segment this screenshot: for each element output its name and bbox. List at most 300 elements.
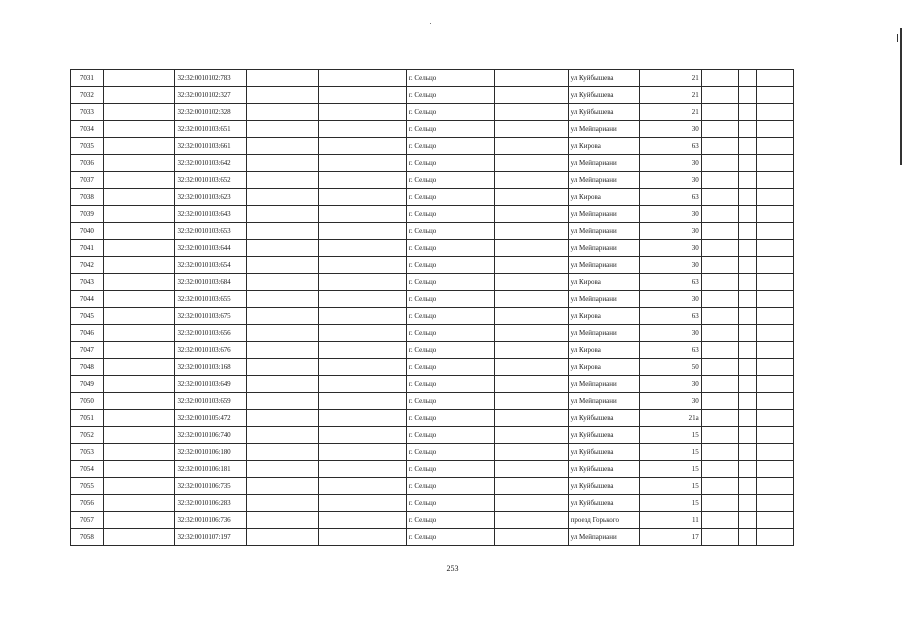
house-number-cell: 30	[640, 155, 701, 172]
empty-cell	[738, 121, 756, 138]
empty-cell	[494, 155, 568, 172]
empty-cell	[247, 444, 319, 461]
row-number-cell: 7050	[71, 393, 104, 410]
cadastral-number-cell: 32:32:0010103:652	[175, 172, 247, 189]
table-row	[71, 512, 794, 529]
row-number-cell: 7041	[71, 240, 104, 257]
empty-cell	[318, 240, 406, 257]
empty-cell	[701, 495, 738, 512]
house-number-cell: 15	[640, 427, 701, 444]
empty-cell	[701, 512, 738, 529]
street-cell: ул Мейпариани	[568, 155, 640, 172]
empty-cell	[318, 87, 406, 104]
empty-cell	[757, 410, 794, 427]
row-number-cell: 7055	[71, 478, 104, 495]
locality-cell: г. Сельцо	[406, 240, 494, 257]
street-cell: ул Куйбышева	[568, 495, 640, 512]
empty-cell	[757, 376, 794, 393]
empty-cell	[738, 189, 756, 206]
empty-cell	[247, 529, 319, 546]
table-row	[71, 104, 794, 121]
locality-cell: г. Сельцо	[406, 478, 494, 495]
empty-cell	[738, 223, 756, 240]
empty-cell	[247, 461, 319, 478]
table-row	[71, 70, 794, 87]
locality-cell: г. Сельцо	[406, 410, 494, 427]
locality-cell: г. Сельцо	[406, 461, 494, 478]
row-number-cell: 7031	[71, 70, 104, 87]
empty-cell	[247, 410, 319, 427]
empty-cell	[494, 104, 568, 121]
empty-cell	[494, 70, 568, 87]
row-number-cell: 7046	[71, 325, 104, 342]
empty-cell	[757, 223, 794, 240]
empty-cell	[318, 376, 406, 393]
empty-cell	[103, 87, 175, 104]
empty-cell	[103, 70, 175, 87]
street-cell: ул Кирова	[568, 274, 640, 291]
house-number-cell: 30	[640, 240, 701, 257]
empty-cell	[318, 512, 406, 529]
empty-cell	[103, 121, 175, 138]
scan-speck	[430, 23, 431, 24]
empty-cell	[701, 274, 738, 291]
empty-cell	[738, 138, 756, 155]
table-row	[71, 274, 794, 291]
cadastral-number-cell: 32:32:0010106:181	[175, 461, 247, 478]
empty-cell	[103, 172, 175, 189]
empty-cell	[247, 70, 319, 87]
house-number-cell: 15	[640, 478, 701, 495]
empty-cell	[757, 308, 794, 325]
table-row	[71, 223, 794, 240]
registry-body	[71, 70, 794, 546]
locality-cell: г. Сельцо	[406, 172, 494, 189]
empty-cell	[103, 291, 175, 308]
locality-cell: г. Сельцо	[406, 342, 494, 359]
empty-cell	[701, 121, 738, 138]
row-number-cell: 7049	[71, 376, 104, 393]
house-number-cell: 17	[640, 529, 701, 546]
locality-cell: г. Сельцо	[406, 393, 494, 410]
empty-cell	[757, 444, 794, 461]
row-number-cell: 7043	[71, 274, 104, 291]
empty-cell	[247, 359, 319, 376]
row-number-cell: 7052	[71, 427, 104, 444]
table-row	[71, 495, 794, 512]
locality-cell: г. Сельцо	[406, 427, 494, 444]
empty-cell	[757, 342, 794, 359]
empty-cell	[701, 240, 738, 257]
house-number-cell: 21	[640, 104, 701, 121]
cadastral-number-cell: 32:32:0010106:180	[175, 444, 247, 461]
empty-cell	[318, 138, 406, 155]
empty-cell	[318, 121, 406, 138]
table-row	[71, 461, 794, 478]
empty-cell	[103, 529, 175, 546]
street-cell: ул Куйбышева	[568, 427, 640, 444]
house-number-cell: 50	[640, 359, 701, 376]
empty-cell	[494, 529, 568, 546]
empty-cell	[318, 410, 406, 427]
empty-cell	[318, 274, 406, 291]
empty-cell	[738, 529, 756, 546]
house-number-cell: 30	[640, 257, 701, 274]
cadastral-number-cell: 32:32:0010103:654	[175, 257, 247, 274]
empty-cell	[701, 70, 738, 87]
street-cell: ул Куйбышева	[568, 104, 640, 121]
empty-cell	[494, 257, 568, 274]
empty-cell	[247, 104, 319, 121]
house-number-cell: 30	[640, 172, 701, 189]
empty-cell	[738, 495, 756, 512]
empty-cell	[247, 478, 319, 495]
house-number-cell: 30	[640, 393, 701, 410]
empty-cell	[247, 308, 319, 325]
empty-cell	[103, 410, 175, 427]
empty-cell	[738, 359, 756, 376]
street-cell: ул Мейпариани	[568, 172, 640, 189]
street-cell: ул Мейпариани	[568, 223, 640, 240]
street-cell: ул Кирова	[568, 342, 640, 359]
empty-cell	[738, 461, 756, 478]
empty-cell	[701, 291, 738, 308]
empty-cell	[103, 274, 175, 291]
table-row	[71, 155, 794, 172]
table-row	[71, 240, 794, 257]
empty-cell	[757, 325, 794, 342]
empty-cell	[738, 155, 756, 172]
locality-cell: г. Сельцо	[406, 70, 494, 87]
empty-cell	[318, 461, 406, 478]
empty-cell	[247, 495, 319, 512]
cadastral-number-cell: 32:32:0010102:783	[175, 70, 247, 87]
cadastral-number-cell: 32:32:0010106:736	[175, 512, 247, 529]
locality-cell: г. Сельцо	[406, 87, 494, 104]
locality-cell: г. Сельцо	[406, 495, 494, 512]
street-cell: ул Мейпариани	[568, 240, 640, 257]
empty-cell	[757, 495, 794, 512]
house-number-cell: 21	[640, 70, 701, 87]
empty-cell	[247, 291, 319, 308]
empty-cell	[103, 240, 175, 257]
empty-cell	[494, 461, 568, 478]
empty-cell	[701, 206, 738, 223]
locality-cell: г. Сельцо	[406, 189, 494, 206]
empty-cell	[247, 189, 319, 206]
empty-cell	[738, 410, 756, 427]
house-number-cell: 15	[640, 461, 701, 478]
empty-cell	[701, 478, 738, 495]
table-row	[71, 206, 794, 223]
empty-cell	[247, 87, 319, 104]
empty-cell	[103, 495, 175, 512]
empty-cell	[494, 240, 568, 257]
empty-cell	[247, 138, 319, 155]
empty-cell	[738, 240, 756, 257]
locality-cell: г. Сельцо	[406, 325, 494, 342]
street-cell: ул Кирова	[568, 138, 640, 155]
house-number-cell: 21а	[640, 410, 701, 427]
empty-cell	[701, 444, 738, 461]
empty-cell	[701, 342, 738, 359]
empty-cell	[103, 342, 175, 359]
empty-cell	[247, 512, 319, 529]
empty-cell	[103, 376, 175, 393]
empty-cell	[318, 529, 406, 546]
empty-cell	[701, 376, 738, 393]
empty-cell	[757, 87, 794, 104]
empty-cell	[103, 138, 175, 155]
cadastral-number-cell: 32:32:0010103:643	[175, 206, 247, 223]
cadastral-number-cell: 32:32:0010106:735	[175, 478, 247, 495]
empty-cell	[494, 121, 568, 138]
empty-cell	[494, 393, 568, 410]
house-number-cell: 11	[640, 512, 701, 529]
house-number-cell: 63	[640, 342, 701, 359]
locality-cell: г. Сельцо	[406, 359, 494, 376]
empty-cell	[103, 478, 175, 495]
row-number-cell: 7035	[71, 138, 104, 155]
empty-cell	[318, 172, 406, 189]
empty-cell	[247, 240, 319, 257]
table-row	[71, 359, 794, 376]
street-cell: проезд Горького	[568, 512, 640, 529]
empty-cell	[494, 478, 568, 495]
empty-cell	[494, 274, 568, 291]
house-number-cell: 63	[640, 138, 701, 155]
empty-cell	[247, 427, 319, 444]
empty-cell	[103, 359, 175, 376]
row-number-cell: 7056	[71, 495, 104, 512]
street-cell: ул Мейпариани	[568, 325, 640, 342]
row-number-cell: 7058	[71, 529, 104, 546]
cadastral-number-cell: 32:32:0010103:623	[175, 189, 247, 206]
street-cell: ул Мейпариани	[568, 529, 640, 546]
table-row	[71, 121, 794, 138]
empty-cell	[494, 342, 568, 359]
empty-cell	[738, 172, 756, 189]
empty-cell	[738, 206, 756, 223]
empty-cell	[494, 444, 568, 461]
house-number-cell: 63	[640, 274, 701, 291]
empty-cell	[103, 257, 175, 274]
row-number-cell: 7033	[71, 104, 104, 121]
empty-cell	[757, 529, 794, 546]
empty-cell	[247, 274, 319, 291]
empty-cell	[494, 512, 568, 529]
empty-cell	[318, 70, 406, 87]
house-number-cell: 30	[640, 291, 701, 308]
table-row	[71, 325, 794, 342]
empty-cell	[103, 444, 175, 461]
empty-cell	[247, 172, 319, 189]
empty-cell	[757, 274, 794, 291]
empty-cell	[318, 223, 406, 240]
empty-cell	[757, 359, 794, 376]
empty-cell	[701, 189, 738, 206]
empty-cell	[701, 529, 738, 546]
empty-cell	[738, 104, 756, 121]
page-number: 253	[446, 564, 459, 573]
row-number-cell: 7054	[71, 461, 104, 478]
table-row	[71, 138, 794, 155]
table-row	[71, 376, 794, 393]
table-row	[71, 291, 794, 308]
table-row	[71, 427, 794, 444]
cadastral-number-cell: 32:32:0010103:656	[175, 325, 247, 342]
empty-cell	[494, 427, 568, 444]
empty-cell	[103, 427, 175, 444]
cadastral-number-cell: 32:32:0010103:676	[175, 342, 247, 359]
empty-cell	[247, 206, 319, 223]
empty-cell	[701, 325, 738, 342]
empty-cell	[738, 308, 756, 325]
cadastral-number-cell: 32:32:0010103:653	[175, 223, 247, 240]
cadastral-number-cell: 32:32:0010103:659	[175, 393, 247, 410]
empty-cell	[757, 206, 794, 223]
empty-cell	[757, 257, 794, 274]
empty-cell	[738, 478, 756, 495]
empty-cell	[494, 223, 568, 240]
empty-cell	[318, 291, 406, 308]
locality-cell: г. Сельцо	[406, 274, 494, 291]
cadastral-number-cell: 32:32:0010103:651	[175, 121, 247, 138]
street-cell: ул Кирова	[568, 359, 640, 376]
empty-cell	[103, 461, 175, 478]
empty-cell	[318, 342, 406, 359]
empty-cell	[103, 155, 175, 172]
row-number-cell: 7047	[71, 342, 104, 359]
empty-cell	[318, 257, 406, 274]
street-cell: ул Куйбышева	[568, 461, 640, 478]
empty-cell	[757, 104, 794, 121]
empty-cell	[318, 104, 406, 121]
street-cell: ул Мейпариани	[568, 376, 640, 393]
row-number-cell: 7057	[71, 512, 104, 529]
empty-cell	[103, 325, 175, 342]
empty-cell	[318, 444, 406, 461]
house-number-cell: 63	[640, 308, 701, 325]
empty-cell	[701, 410, 738, 427]
street-cell: ул Мейпариани	[568, 257, 640, 274]
empty-cell	[757, 121, 794, 138]
row-number-cell: 7044	[71, 291, 104, 308]
house-number-cell: 21	[640, 87, 701, 104]
locality-cell: г. Сельцо	[406, 444, 494, 461]
empty-cell	[757, 478, 794, 495]
street-cell: ул Куйбышева	[568, 444, 640, 461]
table-row	[71, 308, 794, 325]
empty-cell	[494, 291, 568, 308]
cadastral-number-cell: 32:32:0010102:328	[175, 104, 247, 121]
empty-cell	[494, 359, 568, 376]
empty-cell	[247, 376, 319, 393]
house-number-cell: 30	[640, 223, 701, 240]
locality-cell: г. Сельцо	[406, 308, 494, 325]
table-row	[71, 189, 794, 206]
empty-cell	[701, 138, 738, 155]
row-number-cell: 7040	[71, 223, 104, 240]
cadastral-number-cell: 32:32:0010103:661	[175, 138, 247, 155]
table-row	[71, 257, 794, 274]
house-number-cell: 15	[640, 444, 701, 461]
scan-edge-mark	[897, 34, 898, 42]
empty-cell	[757, 240, 794, 257]
table-row	[71, 444, 794, 461]
cadastral-number-cell: 32:32:0010102:327	[175, 87, 247, 104]
locality-cell: г. Сельцо	[406, 291, 494, 308]
locality-cell: г. Сельцо	[406, 104, 494, 121]
empty-cell	[757, 155, 794, 172]
cadastral-number-cell: 32:32:0010103:168	[175, 359, 247, 376]
empty-cell	[757, 461, 794, 478]
empty-cell	[701, 87, 738, 104]
empty-cell	[757, 189, 794, 206]
house-number-cell: 15	[640, 495, 701, 512]
locality-cell: г. Сельцо	[406, 257, 494, 274]
empty-cell	[757, 172, 794, 189]
empty-cell	[318, 495, 406, 512]
cadastral-number-cell: 32:32:0010106:740	[175, 427, 247, 444]
empty-cell	[318, 325, 406, 342]
row-number-cell: 7037	[71, 172, 104, 189]
locality-cell: г. Сельцо	[406, 138, 494, 155]
empty-cell	[738, 376, 756, 393]
table-row	[71, 529, 794, 546]
empty-cell	[757, 291, 794, 308]
row-number-cell: 7032	[71, 87, 104, 104]
locality-cell: г. Сельцо	[406, 223, 494, 240]
empty-cell	[701, 257, 738, 274]
cadastral-number-cell: 32:32:0010103:644	[175, 240, 247, 257]
table-row	[71, 342, 794, 359]
empty-cell	[494, 87, 568, 104]
empty-cell	[247, 393, 319, 410]
empty-cell	[247, 325, 319, 342]
locality-cell: г. Сельцо	[406, 512, 494, 529]
table-row	[71, 393, 794, 410]
empty-cell	[701, 172, 738, 189]
row-number-cell: 7053	[71, 444, 104, 461]
cadastral-number-cell: 32:32:0010105:472	[175, 410, 247, 427]
empty-cell	[318, 155, 406, 172]
table-row	[71, 410, 794, 427]
empty-cell	[494, 172, 568, 189]
empty-cell	[247, 155, 319, 172]
street-cell: ул Куйбышева	[568, 87, 640, 104]
empty-cell	[103, 512, 175, 529]
empty-cell	[701, 461, 738, 478]
empty-cell	[103, 393, 175, 410]
empty-cell	[318, 427, 406, 444]
empty-cell	[701, 155, 738, 172]
empty-cell	[738, 393, 756, 410]
empty-cell	[494, 189, 568, 206]
locality-cell: г. Сельцо	[406, 376, 494, 393]
empty-cell	[103, 189, 175, 206]
row-number-cell: 7051	[71, 410, 104, 427]
table-row	[71, 478, 794, 495]
street-cell: ул Куйбышева	[568, 410, 640, 427]
empty-cell	[757, 393, 794, 410]
empty-cell	[738, 342, 756, 359]
cadastral-number-cell: 32:32:0010103:684	[175, 274, 247, 291]
street-cell: ул Мейпариани	[568, 291, 640, 308]
scan-edge-line	[900, 28, 902, 165]
empty-cell	[494, 495, 568, 512]
row-number-cell: 7042	[71, 257, 104, 274]
